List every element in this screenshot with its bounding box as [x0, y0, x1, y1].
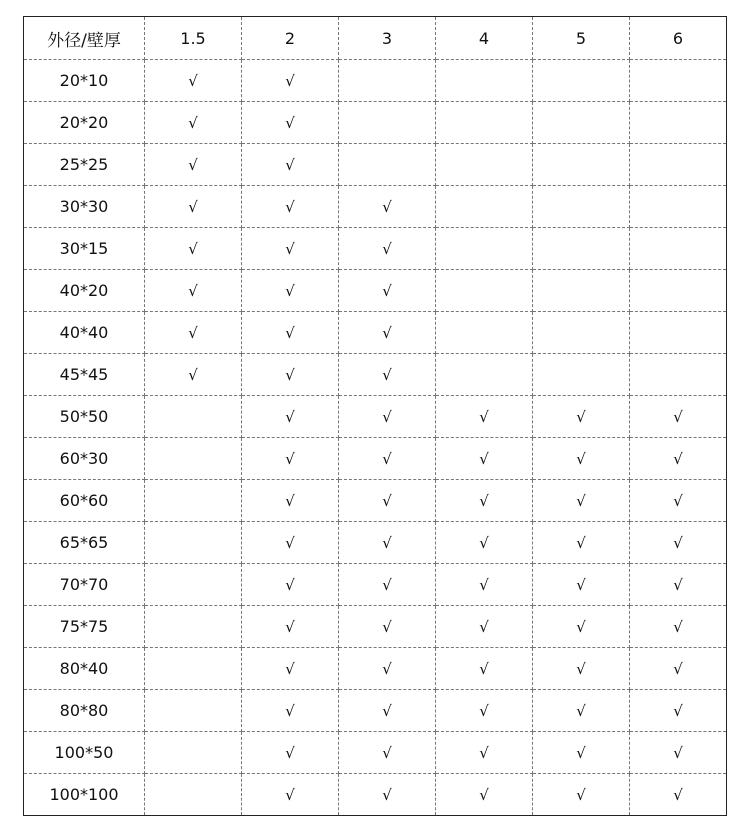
availability-cell: [339, 648, 436, 690]
check-mark-icon: √: [673, 660, 683, 678]
availability-cell: [436, 102, 533, 144]
check-mark-icon: √: [382, 324, 392, 342]
check-mark-icon: √: [382, 198, 392, 216]
availability-cell: [436, 774, 533, 816]
table-row: [24, 228, 727, 270]
availability-cell: [436, 438, 533, 480]
availability-cell: [339, 270, 436, 312]
check-mark-icon: √: [382, 576, 392, 594]
availability-cell: [533, 522, 630, 564]
check-mark-icon: √: [382, 534, 392, 552]
size-cell: 60*60: [24, 480, 145, 522]
availability-cell: [436, 690, 533, 732]
check-mark-icon: √: [479, 534, 489, 552]
availability-cell: [145, 60, 242, 102]
check-mark-icon: √: [479, 618, 489, 636]
size-cell: 75*75: [24, 606, 145, 648]
availability-cell: [630, 480, 727, 522]
check-mark-icon: √: [576, 408, 586, 426]
availability-cell: [339, 606, 436, 648]
availability-cell: [630, 60, 727, 102]
table-row: [24, 690, 727, 732]
availability-cell: [436, 228, 533, 270]
availability-cell: [533, 438, 630, 480]
availability-cell: [145, 312, 242, 354]
availability-cell: [533, 228, 630, 270]
check-mark-icon: √: [188, 366, 198, 384]
check-mark-icon: √: [285, 324, 295, 342]
availability-cell: [533, 396, 630, 438]
check-mark-icon: √: [188, 198, 198, 216]
availability-cell: [630, 774, 727, 816]
availability-cell: [630, 732, 727, 774]
thickness-header: 5: [533, 17, 630, 60]
availability-cell: [145, 648, 242, 690]
availability-cell: [436, 144, 533, 186]
availability-cell: [339, 60, 436, 102]
availability-cell: [339, 774, 436, 816]
check-mark-icon: √: [285, 702, 295, 720]
availability-cell: [630, 228, 727, 270]
check-mark-icon: √: [285, 282, 295, 300]
check-mark-icon: √: [188, 240, 198, 258]
check-mark-icon: √: [576, 660, 586, 678]
availability-cell: [533, 606, 630, 648]
check-mark-icon: √: [382, 744, 392, 762]
availability-cell: [145, 144, 242, 186]
availability-cell: [242, 396, 339, 438]
availability-cell: [533, 690, 630, 732]
availability-cell: [630, 396, 727, 438]
check-mark-icon: √: [479, 744, 489, 762]
thickness-header: 6: [630, 17, 727, 60]
check-mark-icon: √: [673, 786, 683, 804]
availability-cell: [339, 732, 436, 774]
availability-cell: [145, 438, 242, 480]
size-cell: 60*30: [24, 438, 145, 480]
check-mark-icon: √: [188, 72, 198, 90]
availability-cell: [145, 396, 242, 438]
size-cell: 70*70: [24, 564, 145, 606]
table-row: [24, 312, 727, 354]
availability-cell: [339, 522, 436, 564]
check-mark-icon: √: [285, 366, 295, 384]
check-mark-icon: √: [479, 492, 489, 510]
size-cell: 80*40: [24, 648, 145, 690]
availability-cell: [242, 606, 339, 648]
table-row: [24, 186, 727, 228]
check-mark-icon: √: [576, 576, 586, 594]
check-mark-icon: √: [285, 72, 295, 90]
check-mark-icon: √: [673, 576, 683, 594]
check-mark-icon: √: [479, 576, 489, 594]
availability-cell: [630, 438, 727, 480]
availability-cell: [339, 354, 436, 396]
availability-cell: [630, 564, 727, 606]
check-mark-icon: √: [382, 660, 392, 678]
table-row: [24, 774, 727, 816]
table-row: [24, 438, 727, 480]
availability-cell: [339, 438, 436, 480]
availability-cell: [436, 312, 533, 354]
availability-cell: [339, 228, 436, 270]
availability-cell: [339, 186, 436, 228]
table-row: [24, 606, 727, 648]
check-mark-icon: √: [382, 618, 392, 636]
availability-cell: [436, 732, 533, 774]
size-thickness-table: [23, 16, 727, 816]
check-mark-icon: √: [382, 408, 392, 426]
check-mark-icon: √: [576, 744, 586, 762]
check-mark-icon: √: [382, 240, 392, 258]
check-mark-icon: √: [576, 786, 586, 804]
thickness-header: 2: [242, 17, 339, 60]
table-row: [24, 60, 727, 102]
availability-cell: [242, 564, 339, 606]
availability-cell: [436, 354, 533, 396]
availability-cell: [242, 732, 339, 774]
availability-cell: [339, 102, 436, 144]
availability-cell: [533, 186, 630, 228]
check-mark-icon: √: [285, 156, 295, 174]
table-row: [24, 396, 727, 438]
check-mark-icon: √: [382, 492, 392, 510]
availability-cell: [436, 564, 533, 606]
availability-cell: [145, 732, 242, 774]
thickness-header: 4: [436, 17, 533, 60]
size-cell: 20*20: [24, 102, 145, 144]
availability-cell: [339, 396, 436, 438]
check-mark-icon: √: [285, 786, 295, 804]
availability-cell: [242, 60, 339, 102]
availability-cell: [242, 648, 339, 690]
availability-cell: [630, 102, 727, 144]
check-mark-icon: √: [576, 702, 586, 720]
availability-cell: [630, 690, 727, 732]
table-header: [24, 17, 727, 60]
check-mark-icon: √: [382, 366, 392, 384]
check-mark-icon: √: [673, 618, 683, 636]
table-row: [24, 270, 727, 312]
availability-cell: [145, 102, 242, 144]
availability-cell: [436, 522, 533, 564]
availability-cell: [630, 144, 727, 186]
check-mark-icon: √: [285, 240, 295, 258]
availability-cell: [242, 270, 339, 312]
availability-cell: [145, 522, 242, 564]
check-mark-icon: √: [285, 198, 295, 216]
size-cell: 100*100: [24, 774, 145, 816]
availability-cell: [533, 144, 630, 186]
availability-cell: [533, 480, 630, 522]
availability-cell: [533, 354, 630, 396]
thickness-header: 1.5: [145, 17, 242, 60]
availability-cell: [533, 102, 630, 144]
table-body: [24, 60, 727, 816]
table-row: [24, 732, 727, 774]
size-cell: 25*25: [24, 144, 145, 186]
header-row: [24, 17, 727, 60]
check-mark-icon: √: [188, 156, 198, 174]
size-cell: 50*50: [24, 396, 145, 438]
availability-cell: [242, 354, 339, 396]
size-cell: 40*20: [24, 270, 145, 312]
check-mark-icon: √: [479, 450, 489, 468]
check-mark-icon: √: [673, 450, 683, 468]
check-mark-icon: √: [285, 576, 295, 594]
availability-cell: [436, 186, 533, 228]
availability-cell: [436, 480, 533, 522]
check-mark-icon: √: [285, 744, 295, 762]
size-cell: 40*40: [24, 312, 145, 354]
check-mark-icon: √: [382, 786, 392, 804]
check-mark-icon: √: [479, 786, 489, 804]
check-mark-icon: √: [285, 660, 295, 678]
check-mark-icon: √: [576, 492, 586, 510]
availability-cell: [242, 522, 339, 564]
check-mark-icon: √: [673, 492, 683, 510]
availability-cell: [242, 144, 339, 186]
check-mark-icon: √: [285, 450, 295, 468]
corner-header: 外径/壁厚: [24, 17, 145, 60]
availability-cell: [630, 606, 727, 648]
availability-cell: [339, 690, 436, 732]
availability-cell: [145, 480, 242, 522]
availability-cell: [145, 228, 242, 270]
table-row: [24, 144, 727, 186]
availability-cell: [533, 648, 630, 690]
availability-cell: [339, 480, 436, 522]
check-mark-icon: √: [576, 534, 586, 552]
check-mark-icon: √: [382, 702, 392, 720]
availability-cell: [242, 438, 339, 480]
check-mark-icon: √: [673, 744, 683, 762]
availability-cell: [242, 774, 339, 816]
size-cell: 45*45: [24, 354, 145, 396]
size-cell: 80*80: [24, 690, 145, 732]
table-row: [24, 102, 727, 144]
availability-cell: [630, 648, 727, 690]
availability-cell: [436, 270, 533, 312]
table-row: [24, 522, 727, 564]
availability-cell: [145, 564, 242, 606]
availability-cell: [242, 228, 339, 270]
availability-cell: [339, 564, 436, 606]
check-mark-icon: √: [673, 702, 683, 720]
availability-cell: [533, 270, 630, 312]
table-row: [24, 648, 727, 690]
size-cell: 100*50: [24, 732, 145, 774]
check-mark-icon: √: [479, 408, 489, 426]
availability-cell: [630, 354, 727, 396]
availability-cell: [145, 774, 242, 816]
availability-cell: [630, 270, 727, 312]
availability-cell: [436, 396, 533, 438]
size-cell: 65*65: [24, 522, 145, 564]
availability-cell: [145, 354, 242, 396]
thickness-header: 3: [339, 17, 436, 60]
availability-cell: [436, 60, 533, 102]
availability-cell: [242, 312, 339, 354]
availability-cell: [436, 648, 533, 690]
availability-cell: [339, 144, 436, 186]
check-mark-icon: √: [188, 324, 198, 342]
check-mark-icon: √: [188, 114, 198, 132]
check-mark-icon: √: [188, 282, 198, 300]
availability-cell: [242, 186, 339, 228]
check-mark-icon: √: [285, 114, 295, 132]
availability-cell: [630, 186, 727, 228]
availability-cell: [145, 186, 242, 228]
table-row: [24, 480, 727, 522]
availability-cell: [533, 60, 630, 102]
table-row: [24, 354, 727, 396]
size-cell: 30*30: [24, 186, 145, 228]
availability-cell: [436, 606, 533, 648]
availability-cell: [242, 480, 339, 522]
availability-cell: [630, 522, 727, 564]
check-mark-icon: √: [479, 702, 489, 720]
availability-cell: [339, 312, 436, 354]
availability-cell: [533, 774, 630, 816]
check-mark-icon: √: [673, 408, 683, 426]
availability-cell: [145, 690, 242, 732]
check-mark-icon: √: [285, 408, 295, 426]
availability-cell: [630, 312, 727, 354]
check-mark-icon: √: [285, 618, 295, 636]
availability-cell: [145, 270, 242, 312]
check-mark-icon: √: [673, 534, 683, 552]
check-mark-icon: √: [285, 534, 295, 552]
check-mark-icon: √: [576, 618, 586, 636]
check-mark-icon: √: [479, 660, 489, 678]
availability-cell: [533, 564, 630, 606]
availability-cell: [533, 312, 630, 354]
check-mark-icon: √: [382, 450, 392, 468]
availability-cell: [242, 690, 339, 732]
table-row: [24, 564, 727, 606]
availability-cell: [533, 732, 630, 774]
check-mark-icon: √: [576, 450, 586, 468]
size-cell: 30*15: [24, 228, 145, 270]
check-mark-icon: √: [382, 282, 392, 300]
check-mark-icon: √: [285, 492, 295, 510]
size-cell: 20*10: [24, 60, 145, 102]
availability-cell: [242, 102, 339, 144]
availability-cell: [145, 606, 242, 648]
